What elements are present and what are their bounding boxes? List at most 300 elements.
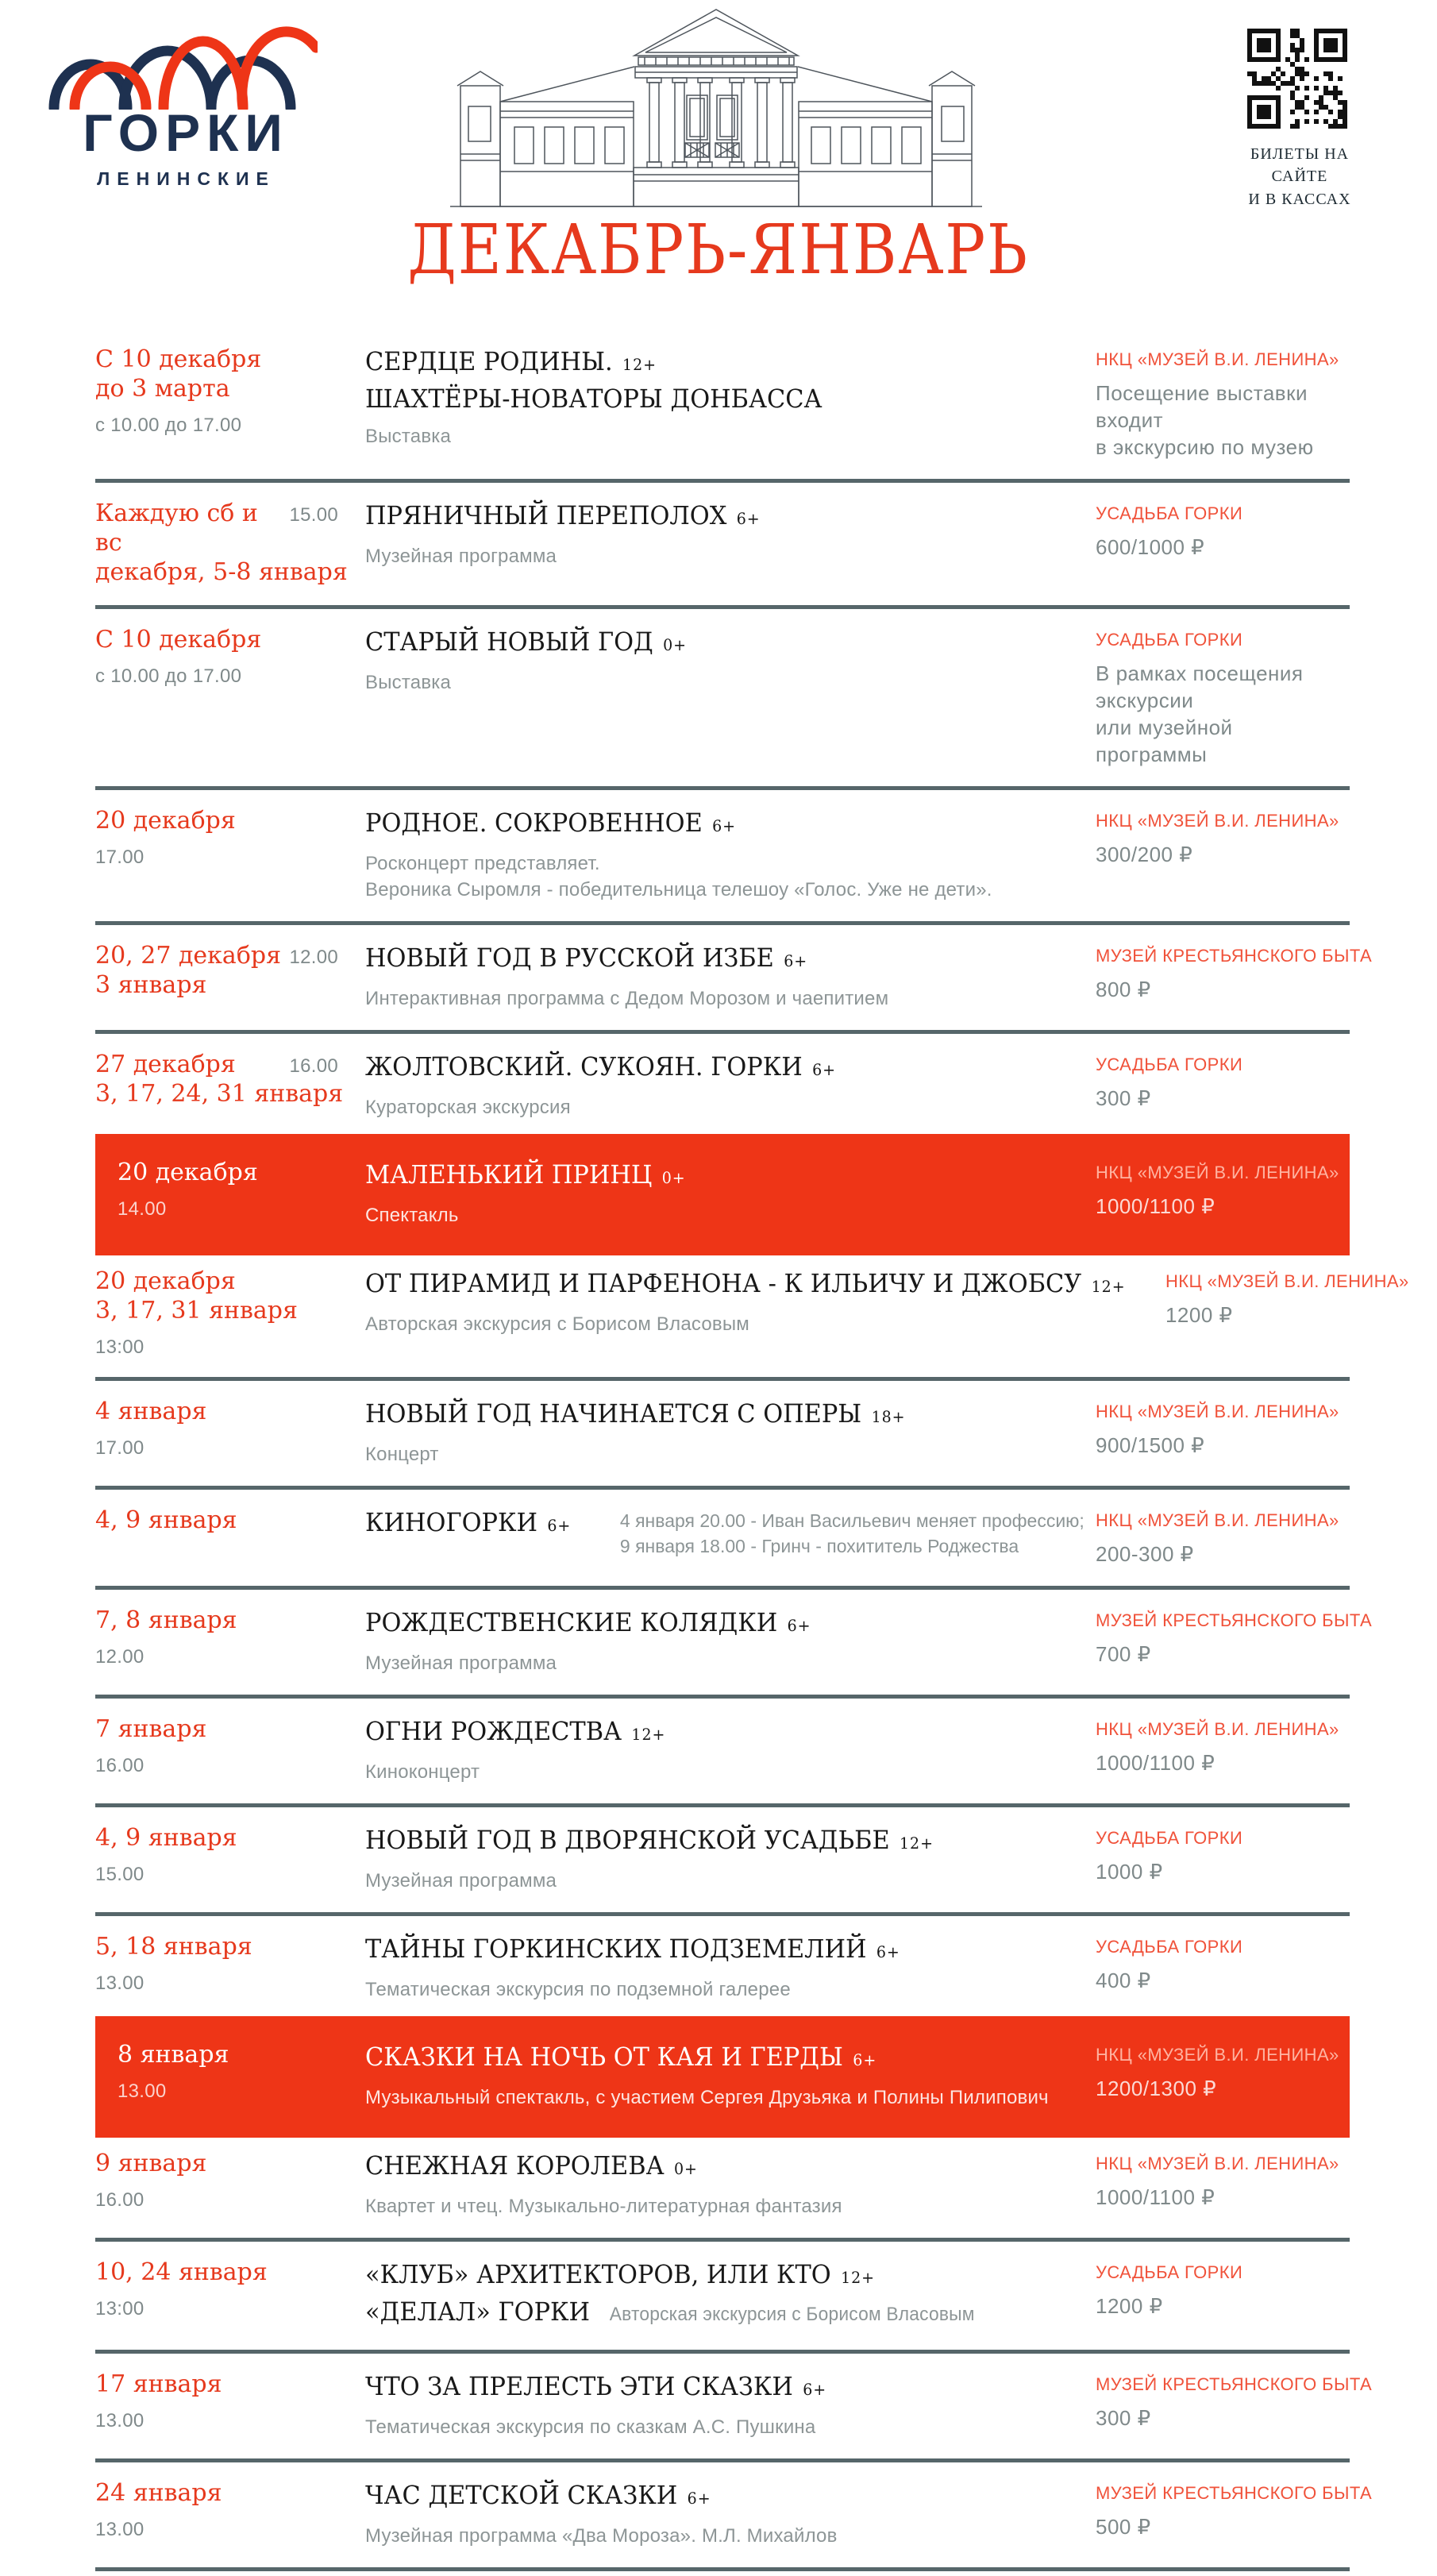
event-venue-col: [1096, 1506, 1350, 1568]
price-label: [1096, 534, 1350, 561]
qr-caption-line1: БИЛЕТЫ НА САЙТЕ: [1250, 145, 1350, 186]
event-title-line: [365, 1267, 1126, 1304]
event-time: 17.00: [95, 846, 144, 868]
event-subtitle: [365, 423, 1096, 449]
event-title-line: [365, 1932, 900, 1969]
event-subtitle: [365, 1094, 1096, 1120]
event-date: 20, 27 декабря: [95, 942, 282, 970]
price-line: 200-300 ₽: [1096, 1542, 1194, 1566]
age-badge: 6+: [812, 1060, 836, 1079]
venue-label: МУЗЕЙ КРЕСТЬЯНСКОГО БЫТА: [1096, 2374, 1373, 2394]
event-title-line: [365, 2149, 698, 2186]
venue-label: УСАДЬБА ГОРКИ: [1096, 1055, 1243, 1074]
price-line: в экскурсию по музею: [1096, 435, 1314, 459]
event-title-line: [365, 1158, 686, 1195]
event-date: 10, 24 января: [95, 2258, 268, 2286]
event-subtitle-line: Концерт: [365, 1444, 439, 1465]
price-label: [1096, 1193, 1350, 1220]
event-title-text: СЕРДЦЕ РОДИНЫ.: [365, 346, 613, 376]
event-subtitle: [365, 1868, 1096, 1894]
logo-title: ГОРКИ: [83, 103, 289, 162]
event-dates: [95, 1267, 365, 1359]
price-label: [1096, 841, 1350, 868]
event-date: Каждую сб и вс: [95, 499, 258, 557]
event-subtitle: [365, 1441, 1096, 1467]
event-title: [365, 1506, 582, 1543]
event-title-text: НОВЫЙ ГОД НАЧИНАЕТСЯ С ОПЕРЫ: [365, 1398, 862, 1429]
event-subtitle: [365, 1311, 1165, 1337]
event-title-text: СКАЗКИ НА НОЧЬ ОТ КАЯ И ГЕРДЫ: [365, 2042, 843, 2072]
event-date-line: [95, 374, 365, 403]
event-date: 3, 17, 24, 31 января: [95, 1080, 344, 1108]
venue-label: НКЦ «МУЗЕЙ В.И. ЛЕНИНА»: [1096, 1719, 1339, 1739]
event-row: [95, 795, 1350, 916]
event-subtitle-line: Интерактивная программа с Дедом Морозом и чаепитием: [365, 988, 889, 1009]
poster-title: [0, 210, 1437, 290]
event-date-line: [95, 1397, 365, 1426]
event-title-text: ЧТО ЗА ПРЕЛЕСТЬ ЭТИ СКАЗКИ: [365, 2371, 793, 2401]
venue-label: УСАДЬБА ГОРКИ: [1096, 630, 1243, 650]
price-label: [1096, 2404, 1350, 2431]
event-subtitle: [365, 2523, 1096, 2549]
event-venue-col: [1096, 499, 1350, 561]
event-date: 7, 8 января: [95, 1606, 237, 1634]
event-main: [365, 806, 1096, 903]
event-title-wrap: [365, 2478, 1096, 2516]
age-badge: 12+: [631, 1725, 666, 1744]
poster-header: [0, 0, 1437, 332]
event-subtitle-line: Музыкальный спектакль, с участием Сергея Друзьяка и Полины Пилипович: [365, 2087, 1049, 2108]
row-divider: [95, 1377, 1350, 1381]
event-date: 24 января: [95, 2479, 222, 2507]
price-line: 1200 ₽: [1096, 2294, 1163, 2318]
event-title-line: [365, 806, 736, 843]
event-main: [365, 499, 1096, 569]
event-subtitle-line: Музейная программа: [365, 546, 557, 567]
event-title: [365, 1158, 703, 1195]
event-title-text: ТАЙНЫ ГОРКИНСКИХ ПОДЗЕМЕЛИЙ: [365, 1934, 867, 1964]
event-venue-col: [1096, 2040, 1350, 2102]
event-title-wrap: [365, 2370, 1096, 2407]
event-date: 8 января: [118, 2041, 229, 2069]
event-date-line: [95, 1606, 365, 1635]
event-title-wrap: [365, 499, 1096, 536]
event-subtitle-line: Кураторская экскурсия: [365, 1097, 571, 1118]
event-dates: [95, 941, 365, 1000]
event-dates: [95, 2478, 365, 2541]
event-dates: [95, 2370, 365, 2432]
event-date: 9 января: [95, 2150, 207, 2177]
event-subtitle: [365, 1976, 1096, 2003]
event-venue-col: [1096, 1606, 1373, 1668]
price-label: [1096, 2293, 1350, 2320]
event-date-line: [95, 345, 365, 374]
event-subtitle-line: Авторская экскурсия с Борисом Власовым: [365, 1313, 750, 1335]
event-title-text: ОТ ПИРАМИД И ПАРФЕНОНА - К ИЛЬИЧУ И ДЖОБСУ: [365, 1268, 1082, 1298]
event-date: декабря, 5-8 января: [95, 558, 348, 586]
event-time: 17.00: [95, 1437, 144, 1459]
event-row: [95, 1703, 1350, 1799]
event-title-wrap: [365, 1606, 1096, 1643]
event-dates: [95, 625, 365, 688]
price-line: 1000/1100 ₽: [1096, 2185, 1215, 2209]
price-label: [1096, 380, 1350, 461]
event-title-text: ПРЯНИЧНЫЙ ПЕРЕПОЛОХ: [365, 500, 727, 530]
event-title-wrap: [365, 1050, 1096, 1087]
event-subtitle-line: Квартет и чтец. Музыкально-литературная фантазия: [365, 2196, 842, 2217]
event-venue-col: [1096, 2478, 1373, 2540]
event-subtitle: [365, 850, 1096, 903]
event-main: [365, 1714, 1096, 1785]
price-label: [1096, 1432, 1350, 1459]
event-date-line: [95, 2478, 365, 2508]
venue-label: НКЦ «МУЗЕЙ В.И. ЛЕНИНА»: [1165, 1271, 1409, 1291]
row-divider: [95, 921, 1350, 925]
event-title-line: [365, 2478, 711, 2516]
event-title-wrap: [365, 2040, 1096, 2077]
event-time: с 10.00 до 17.00: [95, 415, 242, 436]
event-title-line: [365, 2040, 876, 2077]
event-time: 13:00: [95, 1336, 144, 1358]
event-time: 13.00: [118, 2080, 167, 2102]
price-line: 1000/1100 ₽: [1096, 1751, 1215, 1775]
event-main: [365, 1267, 1165, 1337]
event-time: 15.00: [289, 504, 338, 526]
event-row: [95, 488, 1350, 600]
event-main: [365, 941, 1096, 1012]
event-venue-col: [1096, 1823, 1350, 1885]
price-line: 1000 ₽: [1096, 1860, 1163, 1884]
row-divider: [95, 2567, 1350, 2571]
event-title: [365, 2040, 903, 2077]
row-divider: [95, 1030, 1350, 1034]
event-inline-note: Авторская экскурсия с Борисом Власовым: [609, 2304, 975, 2325]
event-subtitle-line: Музейная программа: [365, 1652, 557, 1674]
event-subtitle-line: Выставка: [365, 426, 452, 447]
pediment-dentils: [645, 57, 789, 65]
event-title: [365, 2370, 851, 2407]
event-date-line: [95, 1932, 365, 1961]
event-title-wrap: [365, 1823, 1096, 1861]
event-dates: [95, 2149, 365, 2212]
event-main: [365, 2149, 1096, 2219]
price-label: [1096, 2513, 1350, 2540]
event-note: [620, 1508, 1084, 1559]
event-subtitle: [365, 1759, 1096, 1785]
event-title-text: РОДНОЕ. СОКРОВЕННОЕ: [365, 808, 703, 838]
price-line: 1200/1300 ₽: [1096, 2077, 1217, 2100]
event-title: [365, 2258, 1007, 2331]
event-row: [95, 2138, 1350, 2233]
event-title-line: [365, 1714, 665, 1752]
event-title-text: ЖОЛТОВСКИЙ. СУКОЯН. ГОРКИ: [365, 1051, 803, 1082]
event-dates: [95, 806, 365, 869]
event-subtitle-line: Вероника Сыромля - победительница телешоу «Голос. Уже не дети».: [365, 879, 992, 900]
event-row: [95, 1134, 1350, 1255]
price-line: 1000/1100 ₽: [1096, 1194, 1215, 1218]
event-title: [365, 499, 781, 536]
event-time: 16.00: [289, 1055, 338, 1077]
event-row: [95, 1921, 1350, 2016]
event-date-line: [95, 557, 365, 587]
event-time: 15.00: [95, 1864, 144, 1885]
event-title: [365, 806, 756, 843]
event-time: 13:00: [95, 2298, 144, 2320]
age-badge: 12+: [622, 355, 657, 374]
event-title-line: [365, 1050, 836, 1087]
event-row: [95, 1255, 1409, 1372]
event-dates: [95, 1823, 365, 1886]
event-date: С 10 декабря: [95, 345, 262, 373]
event-title: [365, 941, 830, 978]
venue-label: НКЦ «МУЗЕЙ В.И. ЛЕНИНА»: [1096, 1163, 1339, 1182]
venue-label: УСАДЬБА ГОРКИ: [1096, 1828, 1243, 1848]
poster-title-text: ДЕКАБРЬ-ЯНВАРЬ: [407, 210, 1030, 290]
event-title: [365, 345, 846, 416]
venue-label: УСАДЬБА ГОРКИ: [1096, 2262, 1243, 2282]
venue-label: УСАДЬБА ГОРКИ: [1096, 1937, 1243, 1957]
row-divider: [95, 1586, 1350, 1590]
age-badge: 18+: [871, 1407, 906, 1426]
event-date-line: [95, 970, 365, 1000]
price-label: [1096, 2075, 1350, 2102]
event-main: [365, 2040, 1096, 2111]
venue-label: НКЦ «МУЗЕЙ В.И. ЛЕНИНА»: [1096, 1510, 1339, 1530]
event-date: до 3 марта: [95, 375, 230, 403]
event-date-line: [95, 2149, 365, 2178]
event-dates: [95, 2258, 365, 2320]
event-main: [365, 1158, 1096, 1228]
row-divider: [95, 2350, 1350, 2354]
age-badge: 6+: [853, 2050, 877, 2069]
age-badge: 6+: [547, 1516, 572, 1535]
event-title-wrap: [365, 806, 1096, 843]
event-venue-col: [1096, 1714, 1350, 1776]
event-venue-col: [1096, 2370, 1373, 2431]
event-date-line: [95, 1823, 365, 1853]
event-title-text: СТАРЫЙ НОВЫЙ ГОД: [365, 627, 653, 657]
event-date-line: [95, 1050, 365, 1079]
price-line: Посещение выставки входит: [1096, 381, 1308, 432]
event-title-line: [365, 2258, 975, 2295]
qr-caption: [1229, 143, 1370, 210]
event-row: [95, 614, 1350, 781]
event-main: [365, 1932, 1096, 2003]
event-venue-col: [1096, 625, 1350, 768]
event-subtitle: [365, 1650, 1096, 1676]
event-row: [95, 1595, 1373, 1690]
event-dates: [118, 1158, 365, 1221]
event-date: 4, 9 января: [95, 1824, 237, 1852]
event-time: 13.00: [95, 2519, 144, 2540]
event-date: 20 декабря: [95, 1267, 236, 1295]
left-wing: [500, 102, 634, 206]
age-badge: 6+: [687, 2489, 711, 2508]
row-divider: [95, 605, 1350, 609]
price-label: [1096, 1085, 1350, 1112]
price-line: 1200 ₽: [1165, 1303, 1233, 1327]
central-windows: [685, 95, 739, 157]
qr-caption-line2: И В КАССАХ: [1248, 190, 1351, 208]
event-main: [365, 1506, 1096, 1559]
event-venue-col: [1165, 1267, 1420, 1328]
age-badge: 0+: [661, 1168, 686, 1187]
event-subtitle-line: Музейная программа «Два Мороза». М.Л. Михайлов: [365, 2525, 838, 2547]
event-title: [365, 625, 703, 662]
event-title-line: [365, 1506, 571, 1543]
event-date-line: [95, 941, 365, 970]
qr-code: [1247, 29, 1352, 133]
event-date-line: [95, 1267, 365, 1296]
event-date-line: [118, 1158, 365, 1187]
events-list: [95, 334, 1409, 2576]
price-label: [1096, 660, 1350, 768]
event-dates: [95, 1506, 365, 1535]
age-badge: 6+: [712, 816, 737, 835]
event-date-line: [118, 2040, 365, 2069]
event-title: [365, 1267, 1165, 1304]
event-row: [95, 1039, 1350, 1134]
price-label: [1096, 1858, 1350, 1885]
event-venue-col: [1096, 1397, 1350, 1459]
event-date: 4, 9 января: [95, 1506, 237, 1534]
logo-subtitle: ЛЕНИНСКИЕ: [97, 168, 275, 189]
event-row: [95, 1386, 1350, 1481]
event-note-line: 9 января 18.00 - Гринч - похититель Роджества: [619, 1536, 1019, 1556]
event-title-text: НОВЫЙ ГОД В ДВОРЯНСКОЙ УСАДЬБЕ: [365, 1825, 890, 1855]
event-title-wrap: [365, 1267, 1165, 1304]
event-title-line: [365, 499, 761, 536]
event-time: 16.00: [95, 2189, 144, 2211]
tickets-qr-block: [1229, 29, 1370, 210]
row-divider: [95, 1912, 1350, 1916]
event-title: [365, 1397, 934, 1434]
venue-label: МУЗЕЙ КРЕСТЬЯНСКОГО БЫТА: [1096, 1610, 1373, 1630]
venue-label: УСАДЬБА ГОРКИ: [1096, 503, 1243, 523]
price-line: 800 ₽: [1096, 978, 1151, 1001]
event-title-wrap: [365, 625, 1096, 662]
event-venue-col: [1096, 1050, 1350, 1112]
event-row: [95, 334, 1350, 474]
event-title-line: [365, 2370, 826, 2407]
event-title-line: [365, 1823, 934, 1861]
event-date-line: [95, 806, 365, 835]
event-dates: [95, 1606, 365, 1668]
event-main: [365, 1606, 1096, 1676]
event-main: [365, 2478, 1096, 2549]
price-line: 900/1500 ₽: [1096, 1433, 1205, 1457]
event-venue-col: [1096, 941, 1373, 1003]
event-title: [365, 2478, 729, 2516]
event-subtitle: [365, 2414, 1096, 2440]
event-venue-col: [1096, 1932, 1350, 1994]
event-date: 27 декабря: [95, 1051, 236, 1078]
event-date-line: [95, 1296, 365, 1325]
event-date: 5, 18 января: [95, 1933, 252, 1961]
price-line: 500 ₽: [1096, 2515, 1151, 2539]
price-label: [1096, 2184, 1350, 2211]
event-subtitle: [365, 1202, 1096, 1228]
event-subtitle-line: Музейная программа: [365, 1870, 557, 1892]
event-title-line: [365, 625, 687, 662]
row-divider: [95, 1695, 1350, 1699]
event-date: 20 декабря: [95, 807, 236, 835]
event-dates: [95, 345, 365, 437]
venue-label: МУЗЕЙ КРЕСТЬЯНСКОГО БЫТА: [1096, 2483, 1373, 2503]
event-subtitle: [365, 2084, 1096, 2111]
event-row: [95, 930, 1373, 1025]
event-subtitle-line: Выставка: [365, 672, 452, 693]
age-badge: 6+: [736, 509, 761, 528]
event-venue-col: [1096, 2258, 1350, 2320]
event-date: 3, 17, 31 января: [95, 1297, 298, 1325]
left-pavilion: [457, 71, 503, 206]
event-main: [365, 2258, 1096, 2331]
venue-label: НКЦ «МУЗЕЙ В.И. ЛЕНИНА»: [1096, 811, 1339, 831]
price-label: [1165, 1301, 1420, 1328]
age-badge: 0+: [663, 635, 687, 654]
event-time: 13.00: [95, 2410, 144, 2431]
event-subtitle: [365, 2193, 1096, 2219]
event-title: [365, 1823, 964, 1861]
estate-building-drawing: [438, 3, 994, 211]
age-badge: 6+: [784, 951, 808, 970]
event-time: 13.00: [95, 1972, 144, 1994]
event-main: [365, 2370, 1096, 2440]
event-date: 4 января: [95, 1398, 207, 1425]
event-main: [365, 345, 1096, 449]
venue-label: НКЦ «МУЗЕЙ В.И. ЛЕНИНА»: [1096, 2045, 1339, 2065]
event-title-wrap: [365, 2149, 1096, 2186]
age-badge: 6+: [803, 2380, 827, 2399]
event-time: 14.00: [118, 1198, 167, 1220]
price-line: В рамках посещения экскурсии: [1096, 661, 1304, 712]
event-row: [95, 1494, 1350, 1581]
event-title-wrap: [365, 1506, 1096, 1559]
event-title-wrap: [365, 2258, 1096, 2331]
event-venue-col: [1096, 2149, 1350, 2211]
event-subtitle-line: Киноконцерт: [365, 1761, 480, 1783]
logo: [46, 14, 319, 190]
right-pavilion: [929, 71, 975, 206]
event-title-line: [365, 941, 807, 978]
row-divider: [95, 786, 1350, 790]
venue-label: НКЦ «МУЗЕЙ В.И. ЛЕНИНА»: [1096, 1402, 1339, 1421]
price-label: [1096, 1749, 1350, 1776]
price-line: 400 ₽: [1096, 1969, 1151, 1992]
event-dates: [95, 1050, 365, 1109]
event-date-line: [95, 2370, 365, 2399]
price-label: [1096, 1541, 1350, 1568]
event-title-line: [365, 345, 823, 382]
row-divider: [95, 479, 1350, 483]
event-dates: [95, 1932, 365, 1995]
price-line: 600/1000 ₽: [1096, 535, 1205, 559]
event-title-wrap: [365, 345, 1096, 416]
price-label: [1096, 1967, 1350, 1994]
price-line: 300/200 ₽: [1096, 843, 1193, 866]
event-venue-col: [1096, 806, 1350, 868]
event-title-text: МАЛЕНЬКИЙ ПРИНЦ: [365, 1159, 653, 1190]
event-subtitle: [365, 669, 1096, 696]
event-date: 7 января: [95, 1715, 207, 1743]
event-date: 20 декабря: [118, 1159, 258, 1186]
event-time: 12.00: [289, 947, 338, 968]
event-main: [365, 625, 1096, 696]
price-label: [1096, 1641, 1350, 1668]
event-time: 16.00: [95, 1755, 144, 1776]
event-title-line: [365, 2295, 975, 2331]
